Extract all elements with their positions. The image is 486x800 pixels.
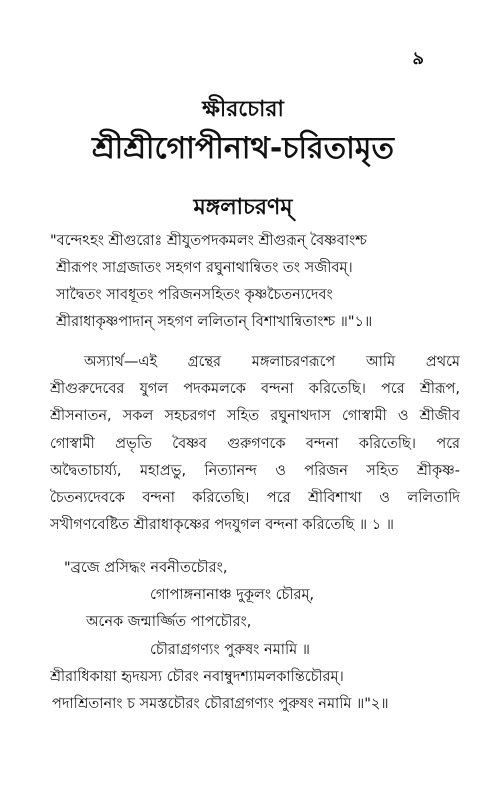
verse-line: অনেক জন্মার্জ্জিত পাপচৌরং, <box>86 614 252 631</box>
page-number: ৯ <box>412 48 424 69</box>
paragraph-line: অদ্বৈতাচার্য্য, মহাপ্রভু, নিত্যানন্দ ও পরিজন সহিত শ্রীকৃষ্ণ- <box>50 462 460 479</box>
paragraph-line: শ্রীসনাতন, সকল সহচরগণ সহিত রঘুনাথদাস গোস্বামী ও শ্রীজীব <box>50 408 460 425</box>
second-verse <box>50 555 460 718</box>
paragraph-line: সখীগণবেষ্টিত শ্রীরাধাকৃষ্ণের পদযুগল বন্দনা করিতেছি ॥ ১ ॥ <box>50 517 394 534</box>
page-title: শ্রীশ্রীগোপীনাথ-চরিতামৃত <box>92 131 394 166</box>
verse-line: পদাশ্রিতানাং চ সমস্তচৌরং চৌরাগ্রগণ্যং পুরুষং নমামি ॥"২॥ <box>52 696 389 713</box>
paragraph-line: শ্রীগুরুদেবের যুগল পদকমলকে বন্দনা করিতেছি। পরে শ্রীরূপ, <box>50 381 460 398</box>
paragraph-line: গোস্বামী প্রভৃতি বৈষ্ণব গুরুগণকে বন্দনা করিতেছি। পরে <box>50 435 460 452</box>
verse-line: শ্রীরূপং সাগ্রজাতং সহগণ রঘুনাথান্বিতং তং সজীবম্। <box>56 260 353 276</box>
invocation-verse <box>50 228 460 336</box>
verse-line: সাদ্বৈতং সাবধূতং পরিজনসহিতং কৃষ্ণচৈতন্যদেবং <box>56 287 333 303</box>
verse-line: "ব্রজে প্রসিদ্ধং নবনীতচৌরং, <box>64 560 228 576</box>
verse-line: শ্রীরাধিকায়া হৃদয়স্য চৌরং নবাম্বুদশ্যামলকান্তিচৌরম্। <box>50 668 344 685</box>
section-heading: মঙ্গলাচরণম্ <box>193 195 293 220</box>
verse-line: শ্রীরাধাকৃষ্ণপাদান্ সহগণ ললিতান্ বিশাখান্বিতাংশ্চ ॥"১॥ <box>56 314 373 330</box>
verse-line: গোপাঙ্গনানাঞ্চ দুকূলং চৌরম্, <box>150 587 315 604</box>
chapter-subtitle: ক্ষীরচোরা <box>202 97 284 122</box>
verse-line: চৌরাগ্রগণ্যং পুরুষং নমামি ॥ <box>150 641 310 658</box>
paragraph-line: অস্যার্থ—এই গ্রন্থের মঙ্গলাচরণরূপে আমি প্রথমে <box>84 354 460 370</box>
paragraph-line: চৈতন্যদেবকে বন্দনা করিতেছি। পরে শ্রীবিশাখা ও ললিতাদি <box>50 490 460 507</box>
verse-line: "বন্দেঽহং শ্রীগুরোঃ শ্রীযুতপদকমলং শ্রীগুরূন্ বৈষ্ণবাংশ্চ <box>50 233 367 249</box>
explanation-paragraph <box>50 349 460 539</box>
